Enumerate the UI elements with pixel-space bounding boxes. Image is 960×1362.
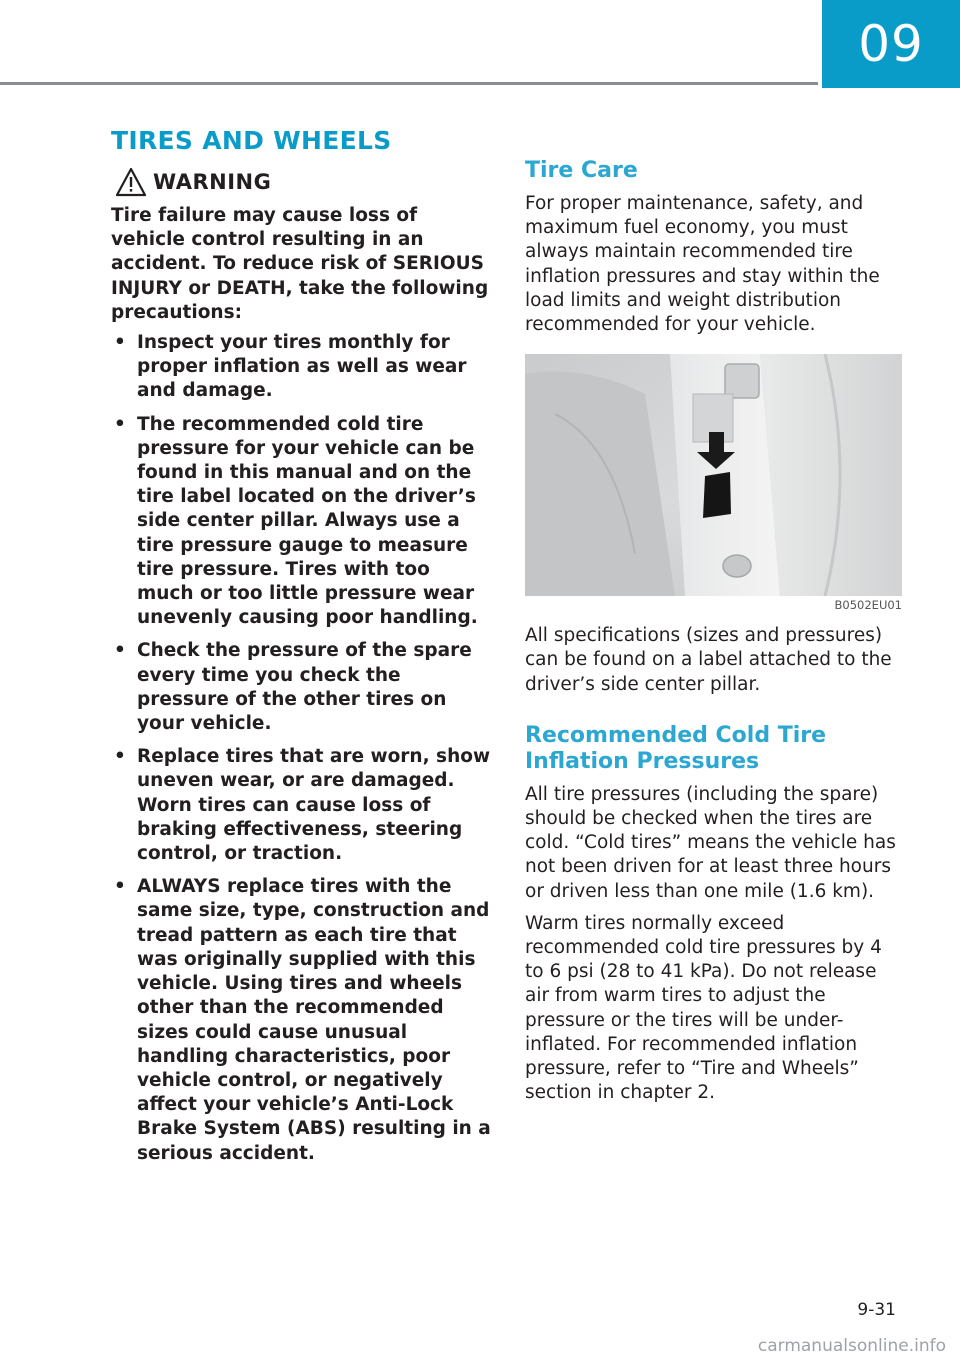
tire-care-paragraph: For proper maintenance, safety, and maximum fuel economy, you must always maintain recommended tire inflation pressures and stay within the load limits and weight distribution recommended for your vehicle.: [525, 193, 880, 336]
list-item: • The recommended cold tire pressure for your vehicle can be found in this manual and on the tire label located on the driver’s side center pillar. Always use a tire pressure gauge to measure tire pressure. Tires with too much or too little pressure wear unevenly causing poor handling.: [114, 413, 478, 629]
tire-label-caption: All specifications (sizes and pressures) can be found on a label attached to the driver’s side center pillar.: [525, 625, 892, 695]
chapter-tab: [822, 0, 960, 88]
warning-precautions-list: [111, 331, 491, 1166]
warning-triangle-icon: [115, 166, 147, 198]
cold-tire-paragraph-2: Warm tires normally exceed recommended cold tire pressures by 4 to 6 psi (28 to 41 kPa). Do not release air from warm tires to adjust the pressure or the tires will be under-inflated. For recommended inflation pressure, refer to “Tire and Wheels” section in chapter 2.: [525, 912, 882, 1104]
header-rule: [0, 82, 818, 85]
tire-label-photo: [525, 354, 902, 596]
list-item: • Replace tires that are worn, show uneven wear, or are damaged. Worn tires can cause loss of braking effectiveness, steering control, or traction.: [114, 746, 491, 865]
cold-tire-heading: Recommended Cold Tire Inflation Pressures: [525, 722, 827, 774]
warning-box: [111, 164, 491, 1175]
chapter-number: 09: [858, 15, 924, 73]
footer-watermark: carmanualsonline.info: [757, 1336, 946, 1356]
right-column: [525, 158, 905, 1105]
list-item: • ALWAYS replace tires with the same size, type, construction and tread pattern as each tire that was originally supplied with this vehicle. Using tires and wheels other than the recommended sizes could cause unusual handling characteristics, poor vehicle control, or negatively affect your vehicle’s Anti-Lock Brake System (ABS) resulting in a serious accident.: [114, 876, 491, 1164]
cold-tire-paragraph-1: All tire pressures (including the spare) should be checked when the tires are cold. “Cold tires” means the vehicle has not been driven for at least three hours or driven less than one mile (1.6 km).: [525, 783, 896, 902]
section-title: TIRES AND WHEELS: [111, 126, 392, 155]
warning-header: [111, 164, 491, 200]
list-item: • Check the pressure of the spare every time you check the pressure of the other tires on your vehicle.: [114, 640, 472, 735]
tire-care-heading: Tire Care: [525, 158, 638, 183]
warning-label: WARNING: [153, 170, 272, 194]
warning-intro: Tire failure may cause loss of vehicle control resulting in an accident. To reduce risk of SERIOUS INJURY or DEATH, take the following precautions:: [111, 205, 489, 323]
page-number: 9-31: [857, 1300, 896, 1320]
image-code: B0502EU01: [834, 598, 902, 613]
list-item: • Inspect your tires monthly for proper inflation as well as wear and damage.: [114, 332, 467, 402]
door-pillar-illustration: [525, 354, 902, 596]
